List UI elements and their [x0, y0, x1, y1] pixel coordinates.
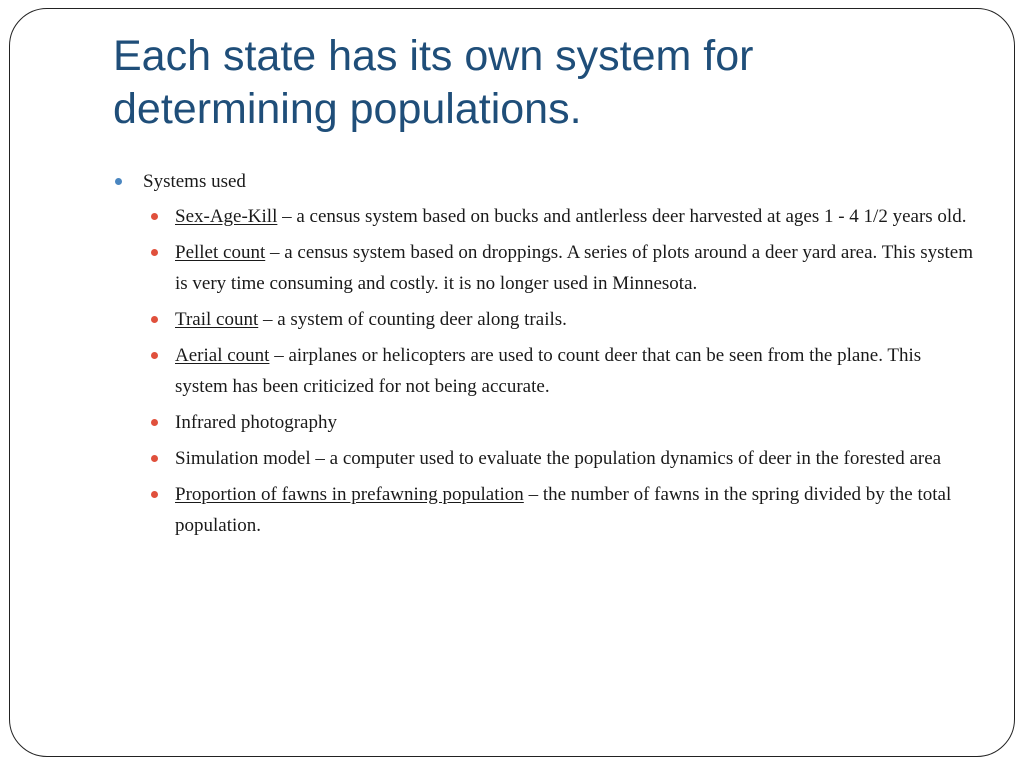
item-text: – the number of fawns in the spring divided by the total population.: [175, 484, 952, 536]
bullet-dot-icon: [151, 455, 158, 462]
list-item: [113, 479, 973, 541]
list-item: [113, 340, 973, 402]
bullet-dot-icon: [151, 213, 158, 220]
bullet-dot-icon: [151, 352, 158, 359]
item-text: – a system of counting deer along trails.: [258, 309, 567, 330]
bullet-systems-used: [113, 166, 973, 197]
bullet-dot-icon: [151, 316, 158, 323]
item-text: – a census system based on bucks and antlerless deer harvested at ages 1 - 4 1/2 years old.: [277, 206, 967, 227]
item-text: Infrared photography: [175, 412, 337, 433]
list-item: [113, 443, 973, 474]
systems-list: [113, 201, 973, 541]
slide-title: Each state has its own system for determining populations.: [113, 32, 754, 133]
item-term: Pellet count: [175, 242, 266, 263]
item-term: Trail count: [175, 309, 259, 330]
bullet-heading: Systems used: [143, 171, 246, 192]
list-item: [113, 237, 973, 299]
item-term: Proportion of fawns in prefawning population: [175, 484, 524, 505]
bullet-dot-icon: [115, 178, 122, 185]
list-item: [113, 407, 973, 438]
list-item: [113, 304, 973, 335]
bullet-dot-icon: [151, 419, 158, 426]
item-text: – a census system based on droppings. A series of plots around a deer yard area. This system is very time consuming and costly. it is no longer used in Minnesota.: [175, 242, 974, 294]
item-term: Sex-Age-Kill: [175, 206, 278, 227]
item-text: Simulation model – a computer used to evaluate the population dynamics of deer in the forested area: [175, 448, 942, 469]
item-text: – airplanes or helicopters are used to count deer that can be seen from the plane. This system has been criticized for not being accurate.: [175, 345, 922, 397]
bullet-dot-icon: [151, 491, 158, 498]
item-term: Aerial count: [175, 345, 270, 366]
slide-body: [113, 166, 973, 546]
list-item: [113, 201, 973, 232]
bullet-dot-icon: [151, 249, 158, 256]
